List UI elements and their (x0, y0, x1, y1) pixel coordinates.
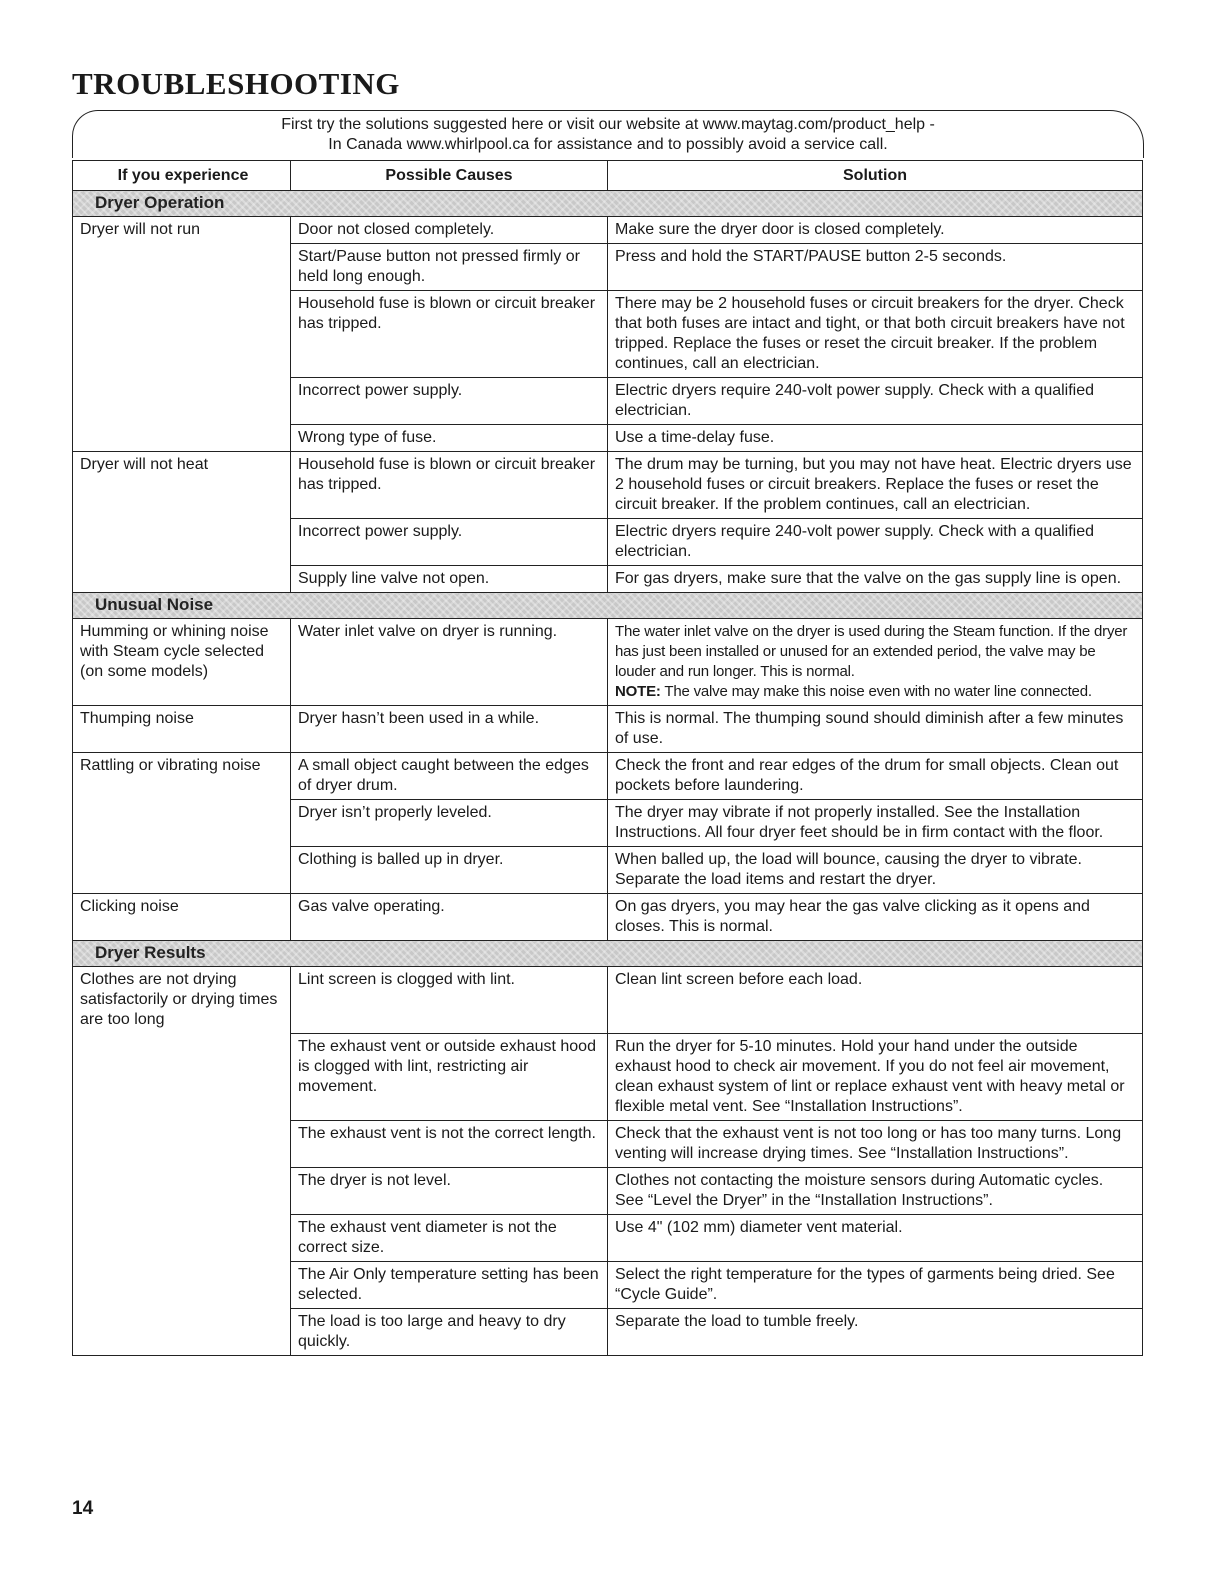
table-row (73, 519, 1143, 566)
cause-cell: Water inlet valve on dryer is running. (291, 619, 608, 706)
problem-label-continued (73, 1214, 291, 1261)
section-title: Unusual Noise (73, 593, 1143, 619)
cause-cell: Start/Pause button not pressed firmly or held long enough. (291, 244, 608, 291)
problem-label: Thumping noise (73, 706, 291, 753)
table-row (73, 378, 1143, 425)
section-header-row (73, 191, 1143, 217)
table-body (73, 191, 1143, 1356)
problem-label-continued (73, 1033, 291, 1120)
solution-cell: The dryer may vibrate if not properly installed. See the Installation Instructions. All four dryer feet should be in firm contact with the floor. (608, 800, 1143, 847)
problem-label-continued (73, 1261, 291, 1308)
table-row (73, 847, 1143, 894)
table-header-row (73, 161, 1143, 191)
table-row (73, 619, 1143, 706)
problem-label-continued (73, 1308, 291, 1355)
solution-cell: The drum may be turning, but you may not have heat. Electric dryers use 2 household fuses or circuit breakers. Replace the fuses or reset the circuit breaker. If the problem continues, call an electrician. (608, 452, 1143, 519)
section-title: Dryer Results (73, 941, 1143, 967)
solution-cell: This is normal. The thumping sound should diminish after a few minutes of use. (608, 706, 1143, 753)
section-title: Dryer Operation (73, 191, 1143, 217)
cause-cell: The dryer is not level. (291, 1167, 608, 1214)
problem-label: Dryer will not run (73, 217, 291, 244)
table-row (73, 1167, 1143, 1214)
table-row (73, 753, 1143, 800)
solution-cell: Run the dryer for 5-10 minutes. Hold your hand under the outside exhaust hood to check air movement. If you do not feel air movement, clean exhaust system of lint or replace exhaust vent with heavy metal or flexible metal vent. See “Installation Instructions”. (608, 1033, 1143, 1120)
cause-cell: Dryer hasn’t been used in a while. (291, 706, 608, 753)
cause-cell: Gas valve operating. (291, 894, 608, 941)
cause-cell: Household fuse is blown or circuit breaker has tripped. (291, 452, 608, 519)
solution-cell: Check the front and rear edges of the drum for small objects. Clean out pockets before laundering. (608, 753, 1143, 800)
problem-label-continued (73, 291, 291, 378)
table-row (73, 291, 1143, 378)
solution-cell: Clothes not contacting the moisture sensors during Automatic cycles. See “Level the Dryer” in the “Installation Instructions”. (608, 1167, 1143, 1214)
table-row (73, 566, 1143, 593)
table-row (73, 452, 1143, 519)
troubleshooting-table (72, 160, 1143, 1356)
problem-label-continued (73, 244, 291, 291)
problem-label-continued (73, 847, 291, 894)
solution-text: The water inlet valve on the dryer is used during the Steam function. If the dryer has just been installed or unused for an extended period, the valve may be louder and run longer. This is normal. (615, 623, 1128, 680)
header-solution: Solution (608, 161, 1143, 191)
table-row (73, 1261, 1143, 1308)
solution-cell: Clean lint screen before each load. (608, 967, 1143, 1034)
page-title: TROUBLESHOOTING (72, 66, 400, 101)
problem-label: Humming or whining noise with Steam cycle selected (on some models) (73, 619, 291, 706)
problem-label: Rattling or vibrating noise (73, 753, 291, 800)
solution-cell: Electric dryers require 240-volt power supply. Check with a qualified electrician. (608, 378, 1143, 425)
cause-cell: Supply line valve not open. (291, 566, 608, 593)
solution-cell: On gas dryers, you may hear the gas valve clicking as it opens and closes. This is normal. (608, 894, 1143, 941)
problem-label-continued (73, 425, 291, 452)
cause-cell: The Air Only temperature setting has been selected. (291, 1261, 608, 1308)
problem-label-continued (73, 519, 291, 566)
cause-cell: The load is too large and heavy to dry quickly. (291, 1308, 608, 1355)
solution-cell: Electric dryers require 240-volt power supply. Check with a qualified electrician. (608, 519, 1143, 566)
problem-label-continued (73, 800, 291, 847)
solution-cell: Select the right temperature for the types of garments being dried. See “Cycle Guide”. (608, 1261, 1143, 1308)
table-row (73, 1120, 1143, 1167)
cause-cell: A small object caught between the edges of dryer drum. (291, 753, 608, 800)
problem-label-continued (73, 566, 291, 593)
solution-cell: Use 4" (102 mm) diameter vent material. (608, 1214, 1143, 1261)
section-header-row (73, 941, 1143, 967)
solution-cell: Check that the exhaust vent is not too long or has too many turns. Long venting will increase drying times. See “Installation Instructions”. (608, 1120, 1143, 1167)
table-row (73, 1033, 1143, 1120)
solution-cell: Make sure the dryer door is closed completely. (608, 217, 1143, 244)
table-row (73, 706, 1143, 753)
table-row (73, 244, 1143, 291)
table-row (73, 1308, 1143, 1355)
solution-cell: Use a time-delay fuse. (608, 425, 1143, 452)
page-number: 14 (72, 1498, 94, 1519)
table-row (73, 800, 1143, 847)
cause-cell: Clothing is balled up in dryer. (291, 847, 608, 894)
cause-cell: The exhaust vent or outside exhaust hood is clogged with lint, restricting air movement. (291, 1033, 608, 1120)
table-row (73, 1214, 1143, 1261)
intro-text (72, 115, 1144, 155)
table-row (73, 217, 1143, 244)
table-row (73, 967, 1143, 1034)
cause-cell: The exhaust vent diameter is not the correct size. (291, 1214, 608, 1261)
intro-line-2: In Canada www.whirlpool.ca for assistance and to possibly avoid a service call. (328, 136, 888, 153)
problem-label: Dryer will not heat (73, 452, 291, 519)
solution-cell: Press and hold the START/PAUSE button 2-5 seconds. (608, 244, 1143, 291)
header-experience: If you experience (73, 161, 291, 191)
problem-label: Clicking noise (73, 894, 291, 941)
problem-label-continued (73, 1167, 291, 1214)
solution-cell: For gas dryers, make sure that the valve on the gas supply line is open. (608, 566, 1143, 593)
problem-label-continued (73, 1120, 291, 1167)
note-text: The valve may make this noise even with no water line connected. (660, 683, 1092, 700)
cause-cell: Incorrect power supply. (291, 519, 608, 566)
section-header-row (73, 593, 1143, 619)
cause-cell: The exhaust vent is not the correct length. (291, 1120, 608, 1167)
problem-label-continued (73, 378, 291, 425)
cause-cell: Household fuse is blown or circuit breaker has tripped. (291, 291, 608, 378)
note-label: NOTE: (615, 683, 661, 700)
intro-line-1: First try the solutions suggested here or visit our website at www.maytag.com/product_help - (281, 116, 935, 133)
solution-cell: When balled up, the load will bounce, causing the dryer to vibrate. Separate the load items and restart the dryer. (608, 847, 1143, 894)
solution-cell (608, 619, 1143, 706)
table-row (73, 894, 1143, 941)
cause-cell: Wrong type of fuse. (291, 425, 608, 452)
cause-cell: Lint screen is clogged with lint. (291, 967, 608, 1034)
cause-cell: Door not closed completely. (291, 217, 608, 244)
solution-cell: Separate the load to tumble freely. (608, 1308, 1143, 1355)
cause-cell: Dryer isn’t properly leveled. (291, 800, 608, 847)
header-causes: Possible Causes (291, 161, 608, 191)
problem-label: Clothes are not drying satisfactorily or drying times are too long (73, 967, 291, 1034)
cause-cell: Incorrect power supply. (291, 378, 608, 425)
table-row (73, 425, 1143, 452)
solution-cell: There may be 2 household fuses or circuit breakers for the dryer. Check that both fuses are intact and tight, or that both circuit breakers have not tripped. Replace the fuses or reset the circuit breaker. If the problem continues, call an electrician. (608, 291, 1143, 378)
